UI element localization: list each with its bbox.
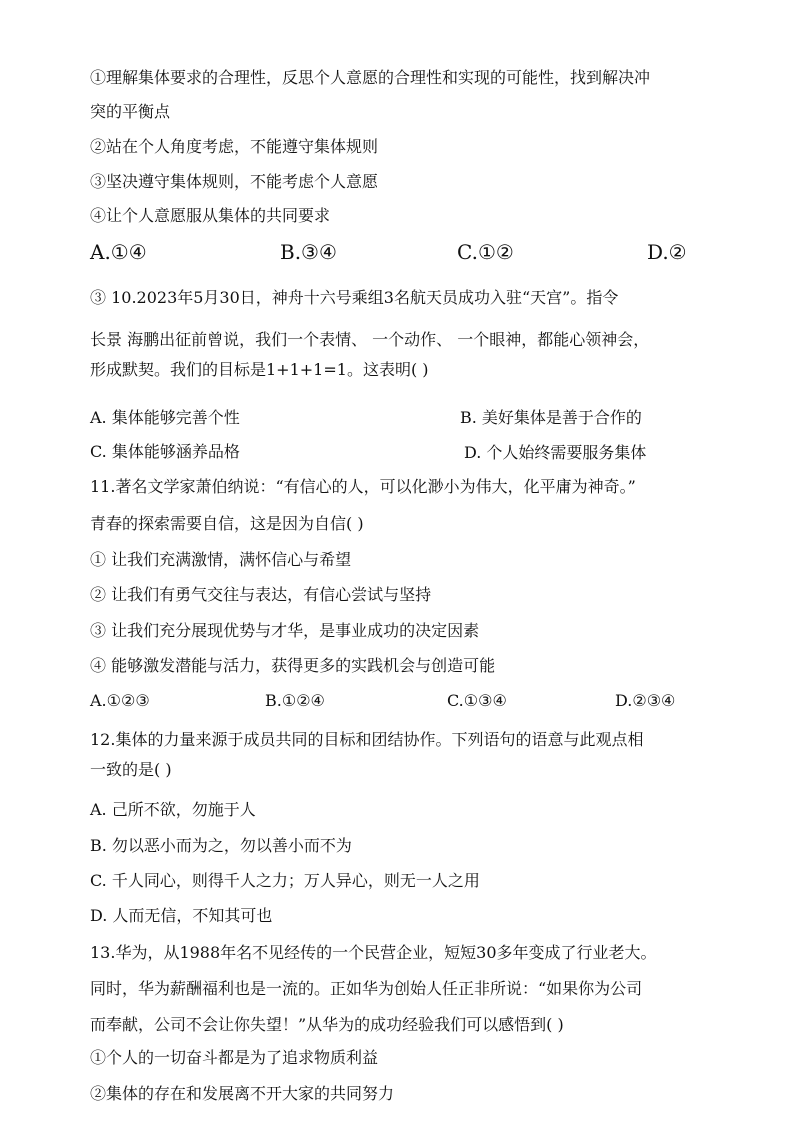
q11-option-b[interactable]: B.①②④	[265, 691, 325, 710]
q11-statement-3: ③ 让我们充分展现优势与才华，是事业成功的决定因素	[90, 621, 480, 640]
q10-option-a[interactable]: A. 集体能够完善个性	[90, 408, 240, 427]
q10-option-d[interactable]: D. 个人始终需要服务集体	[464, 443, 647, 462]
q10-stem-line-3: 形成默契。我们的目标是1+1+1=1。这表明( )	[90, 360, 429, 379]
q13-statement-2: ②集体的存在和发展离不开大家的共同努力	[90, 1084, 395, 1103]
q9-option-a[interactable]: A.①④	[90, 240, 147, 264]
q9-statement-3: ③坚决遵守集体规则，不能考虑个人意愿	[90, 172, 379, 191]
q9-statement-1-cont: 突的平衡点	[90, 102, 171, 121]
q9-statement-4: ④让个人意愿服从集体的共同要求	[90, 206, 331, 225]
q12-option-d[interactable]: D. 人而无信，不知其可也	[90, 906, 273, 925]
q9-options	[90, 238, 710, 266]
q11-stem-line-1: 11.著名文学家萧伯纳说：“有信心的人，可以化渺小为伟大，化平庸为神奇。”	[90, 477, 636, 496]
q9-statement-1: ①理解集体要求的合理性，反思个人意愿的合理性和实现的可能性，找到解决冲	[90, 68, 651, 87]
q10-stem-line-1: ③ 10.2023年5月30日，神舟十六号乘组3名航天员成功入驻“天宫”。指令	[90, 288, 619, 307]
q13-stem-line-2: 同时，华为薪酬福利也是一流的。正如华为创始人任正非所说：“如果你为公司	[90, 979, 643, 998]
q11-option-d[interactable]: D.②③④	[615, 691, 676, 710]
q10-stem-line-2: 长景 海鹏出征前曾说，我们一个表情、 一个动作、 一个眼神，都能心领神会，	[90, 330, 650, 349]
q11-statement-2: ② 让我们有勇气交往与表达，有信心尝试与坚持	[90, 585, 432, 604]
q11-option-a[interactable]: A.①②③	[90, 691, 150, 710]
q11-statement-4: ④ 能够激发潜能与活力，获得更多的实践机会与创造可能	[90, 656, 496, 675]
q11-options	[90, 690, 710, 718]
q12-option-c[interactable]: C. 千人同心，则得千人之力；万人异心，则无一人之用	[90, 871, 480, 890]
q13-statement-1: ①个人的一切奋斗都是为了追求物质利益	[90, 1048, 379, 1067]
q13-stem-line-1: 13.华为，从1988年名不见经传的一个民营企业，短短30多年变成了行业老大。	[90, 943, 657, 962]
q9-option-b[interactable]: B.③④	[280, 240, 337, 264]
q9-option-c[interactable]: C.①②	[457, 240, 514, 264]
q12-option-a[interactable]: A. 己所不欲，勿施于人	[90, 800, 256, 819]
q12-stem-line-1: 12.集体的力量来源于成员共同的目标和团结协作。下列语句的语意与此观点相	[90, 730, 644, 749]
q11-option-c[interactable]: C.①③④	[447, 691, 507, 710]
q13-stem-line-3: 而奉献，公司不会让你失望！”从华为的成功经验我们可以感悟到( )	[90, 1015, 564, 1034]
q10-option-b[interactable]: B. 美好集体是善于合作的	[460, 408, 642, 427]
q11-stem-line-2: 青春的探索需要自信，这是因为自信( )	[90, 514, 364, 533]
q12-stem-line-2: 一致的是( )	[90, 760, 172, 779]
q12-option-b[interactable]: B. 勿以恶小而为之，勿以善小而不为	[90, 836, 352, 855]
q9-option-d[interactable]: D.②	[647, 240, 687, 264]
q10-option-c[interactable]: C. 集体能够涵养品格	[90, 442, 240, 461]
q9-statement-2: ②站在个人角度考虑，不能遵守集体规则	[90, 137, 379, 156]
q11-statement-1: ① 让我们充满激情，满怀信心与希望	[90, 550, 352, 569]
